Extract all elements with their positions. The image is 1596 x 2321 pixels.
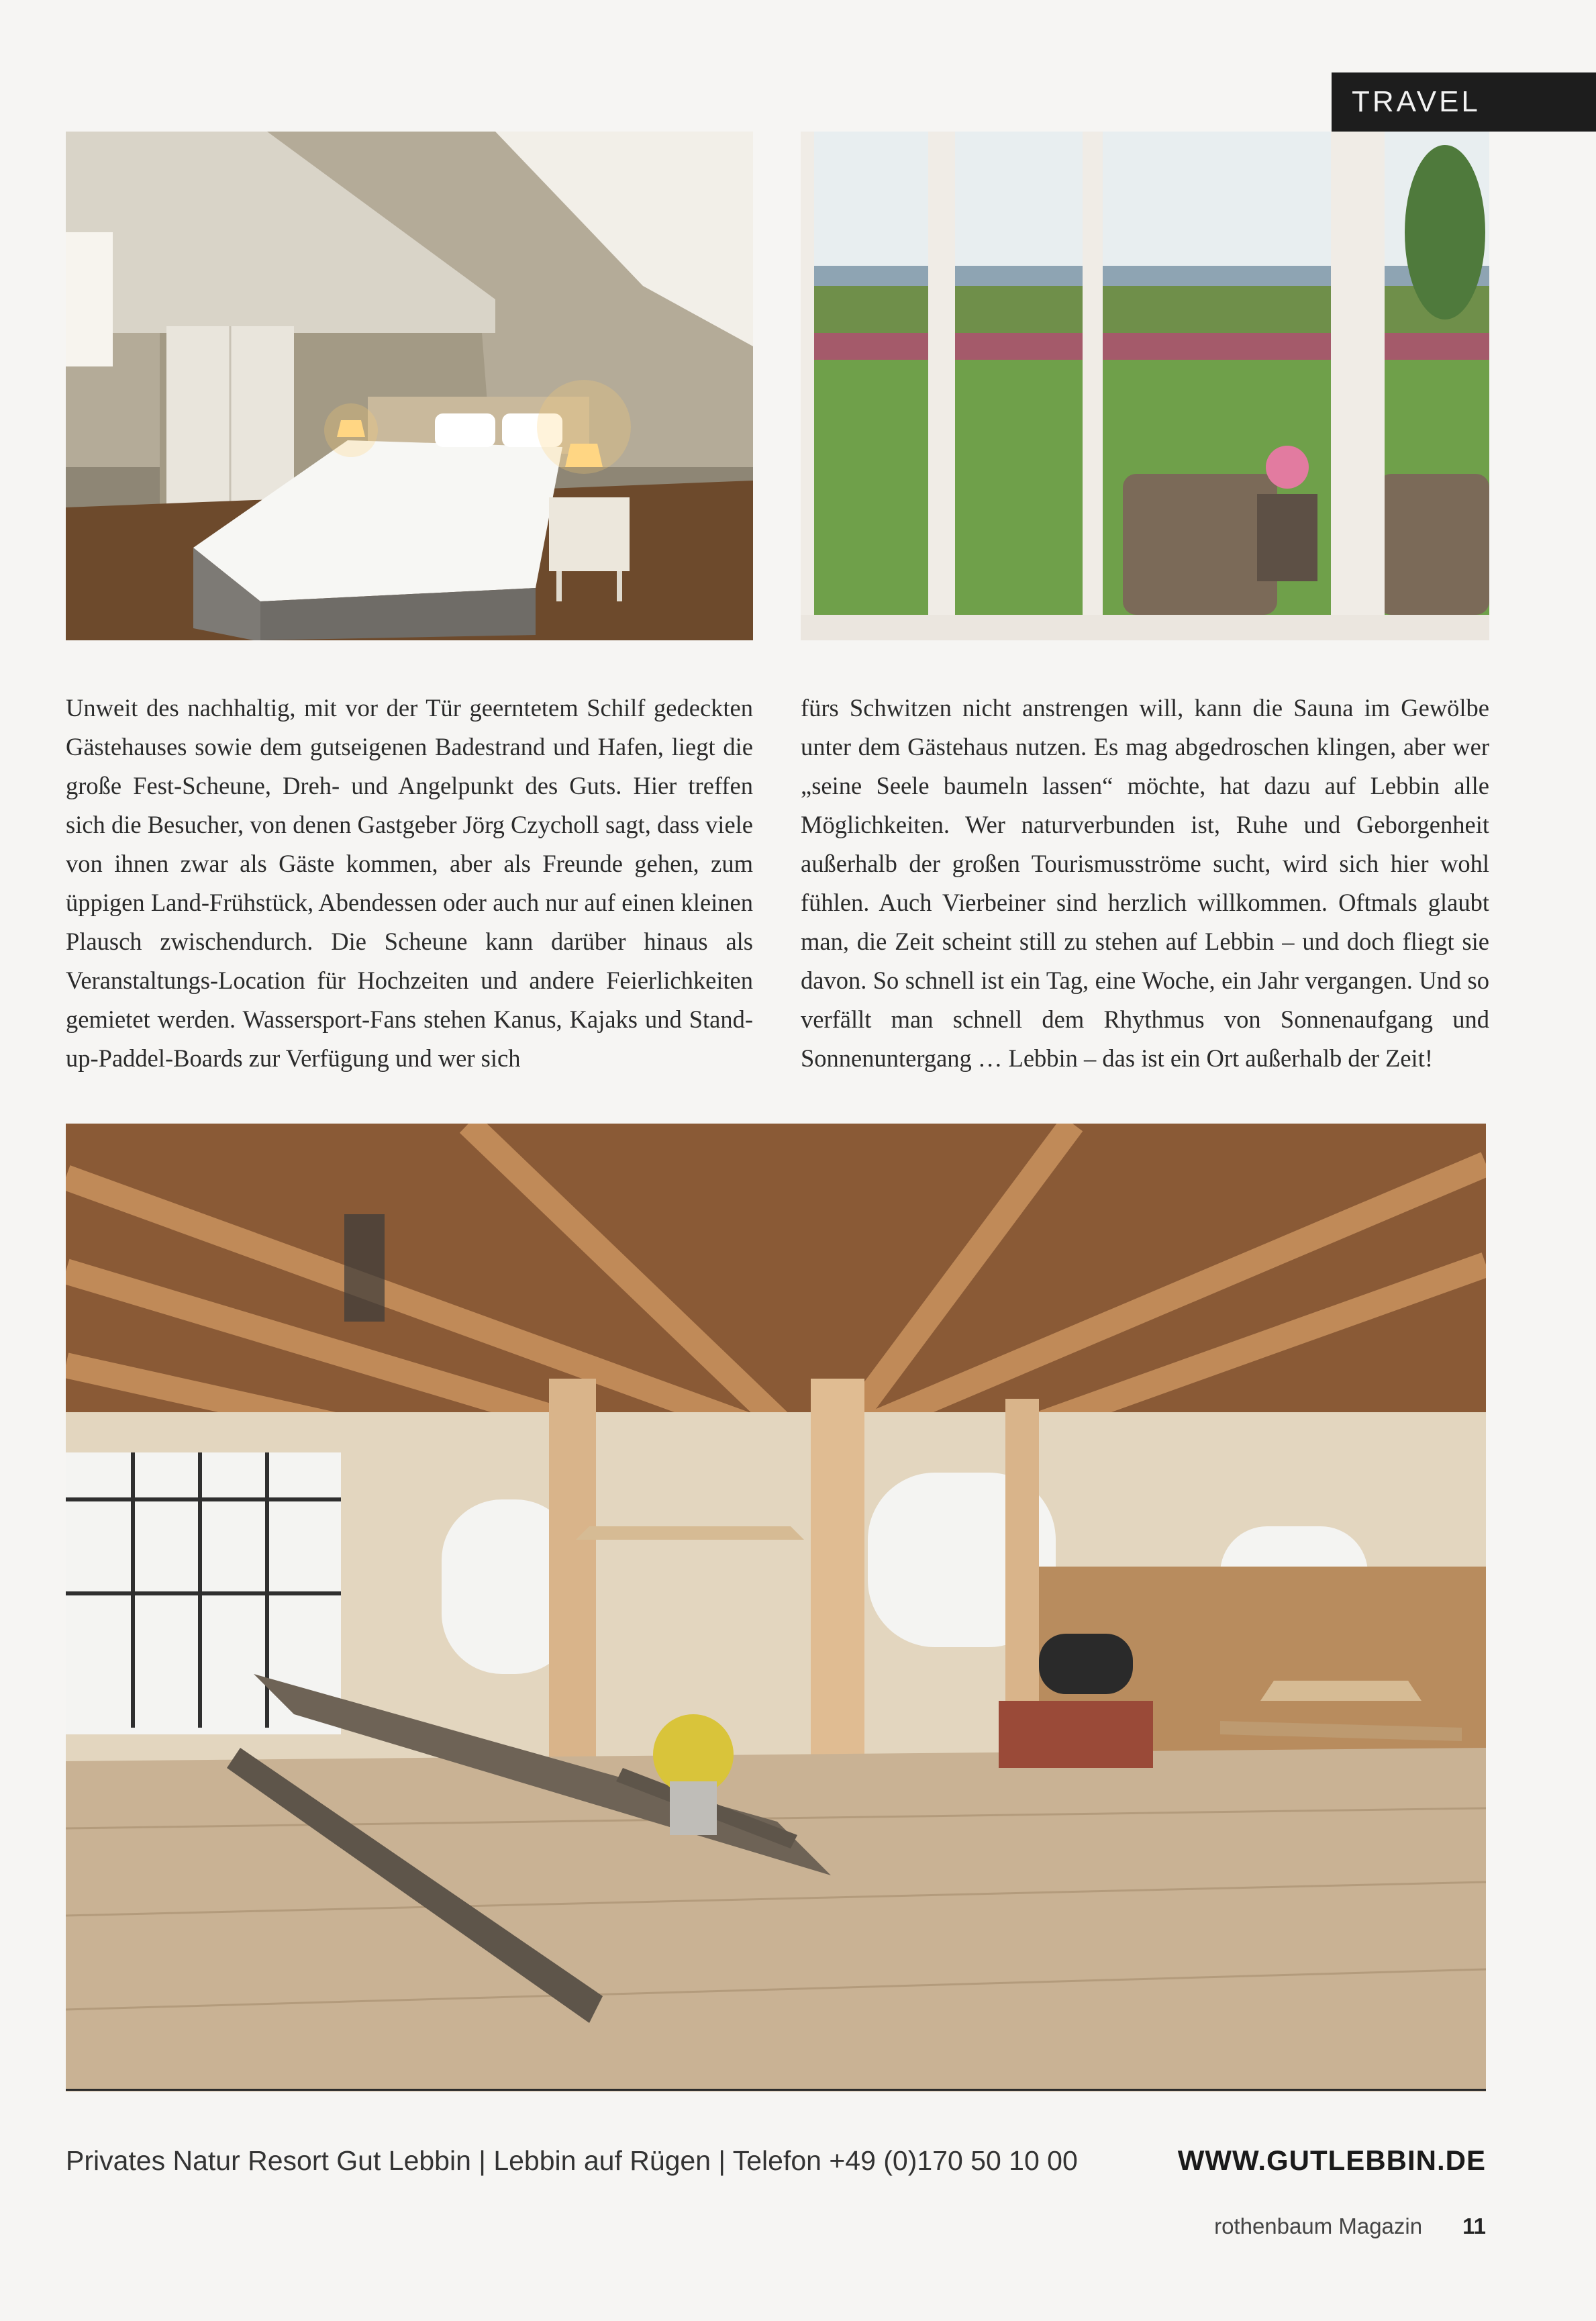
article-text-left: Unweit des nachhaltig, mit vor der Tür geerntetem Schilf gedeckten Gästehauses sowie dem gutseigenen Badestrand und Hafen, liegt die große Fest-Scheune, Dreh- und Angelpunkt des Guts. Hier treffen sich die Besucher, von denen Gastgeber Jörg Czycholl sagt, dass viele von ihnen zwar als Gäste kommen, aber als Freunde gehen, zum üppigen Land-Frühstück, Abendessen oder auch nur auf einen kleinen Plausch zwischendurch. Die Scheune kann darüber hinaus als Veranstaltungs-Location für Hochzeiten und andere Feierlichkeiten gemietet werden. Wassersport-Fans stehen Kanus, Kajaks und Stand-up-Paddel-Boards zur Verfügung und wer sich xyxy=(66,694,753,1072)
magazine-name: rothenbaum Magazin xyxy=(1214,2214,1423,2238)
page-folio xyxy=(1214,2214,1486,2239)
contact-bar xyxy=(66,2137,1486,2184)
footer-rule xyxy=(66,2089,1486,2091)
bedroom-photo xyxy=(66,132,753,640)
section-label: TRAVEL xyxy=(1332,72,1596,132)
website-link[interactable]: WWW.GUTLEBBIN.DE xyxy=(1177,2144,1486,2176)
contact-info: Privates Natur Resort Gut Lebbin | Lebbin auf Rügen | Telefon +49 (0)170 50 10 00 xyxy=(66,2144,1078,2176)
article-text-right: fürs Schwitzen nicht anstrengen will, kann die Sauna im Gewölbe unter dem Gästehaus nutzen. Es mag abgedroschen klingen, aber wer „seine Seele baumeln lassen“ möchte, hat dazu auf Lebbin alle Möglichkeiten. Wer naturverbunden ist, Ruhe und Geborgenheit außerhalb der großen Tourismusströme sucht, wird sich hier wohl fühlen. Auch Vierbeiner sind herzlich willkommen. Oftmals glaubt man, die Zeit scheint still zu stehen auf Lebbin – und doch fliegt sie davon. So schnell ist ein Tag, eine Woche, ein Jahr vergangen. Und so verfällt man schnell dem Rhythmus von Sonnenaufgang und Sonnenuntergang … Lebbin – das ist ein Ort außerhalb der Zeit! xyxy=(801,694,1489,1072)
barn-interior-photo xyxy=(66,1124,1486,2091)
page-number: 11 xyxy=(1462,2214,1486,2238)
garden-view-photo xyxy=(801,132,1489,640)
